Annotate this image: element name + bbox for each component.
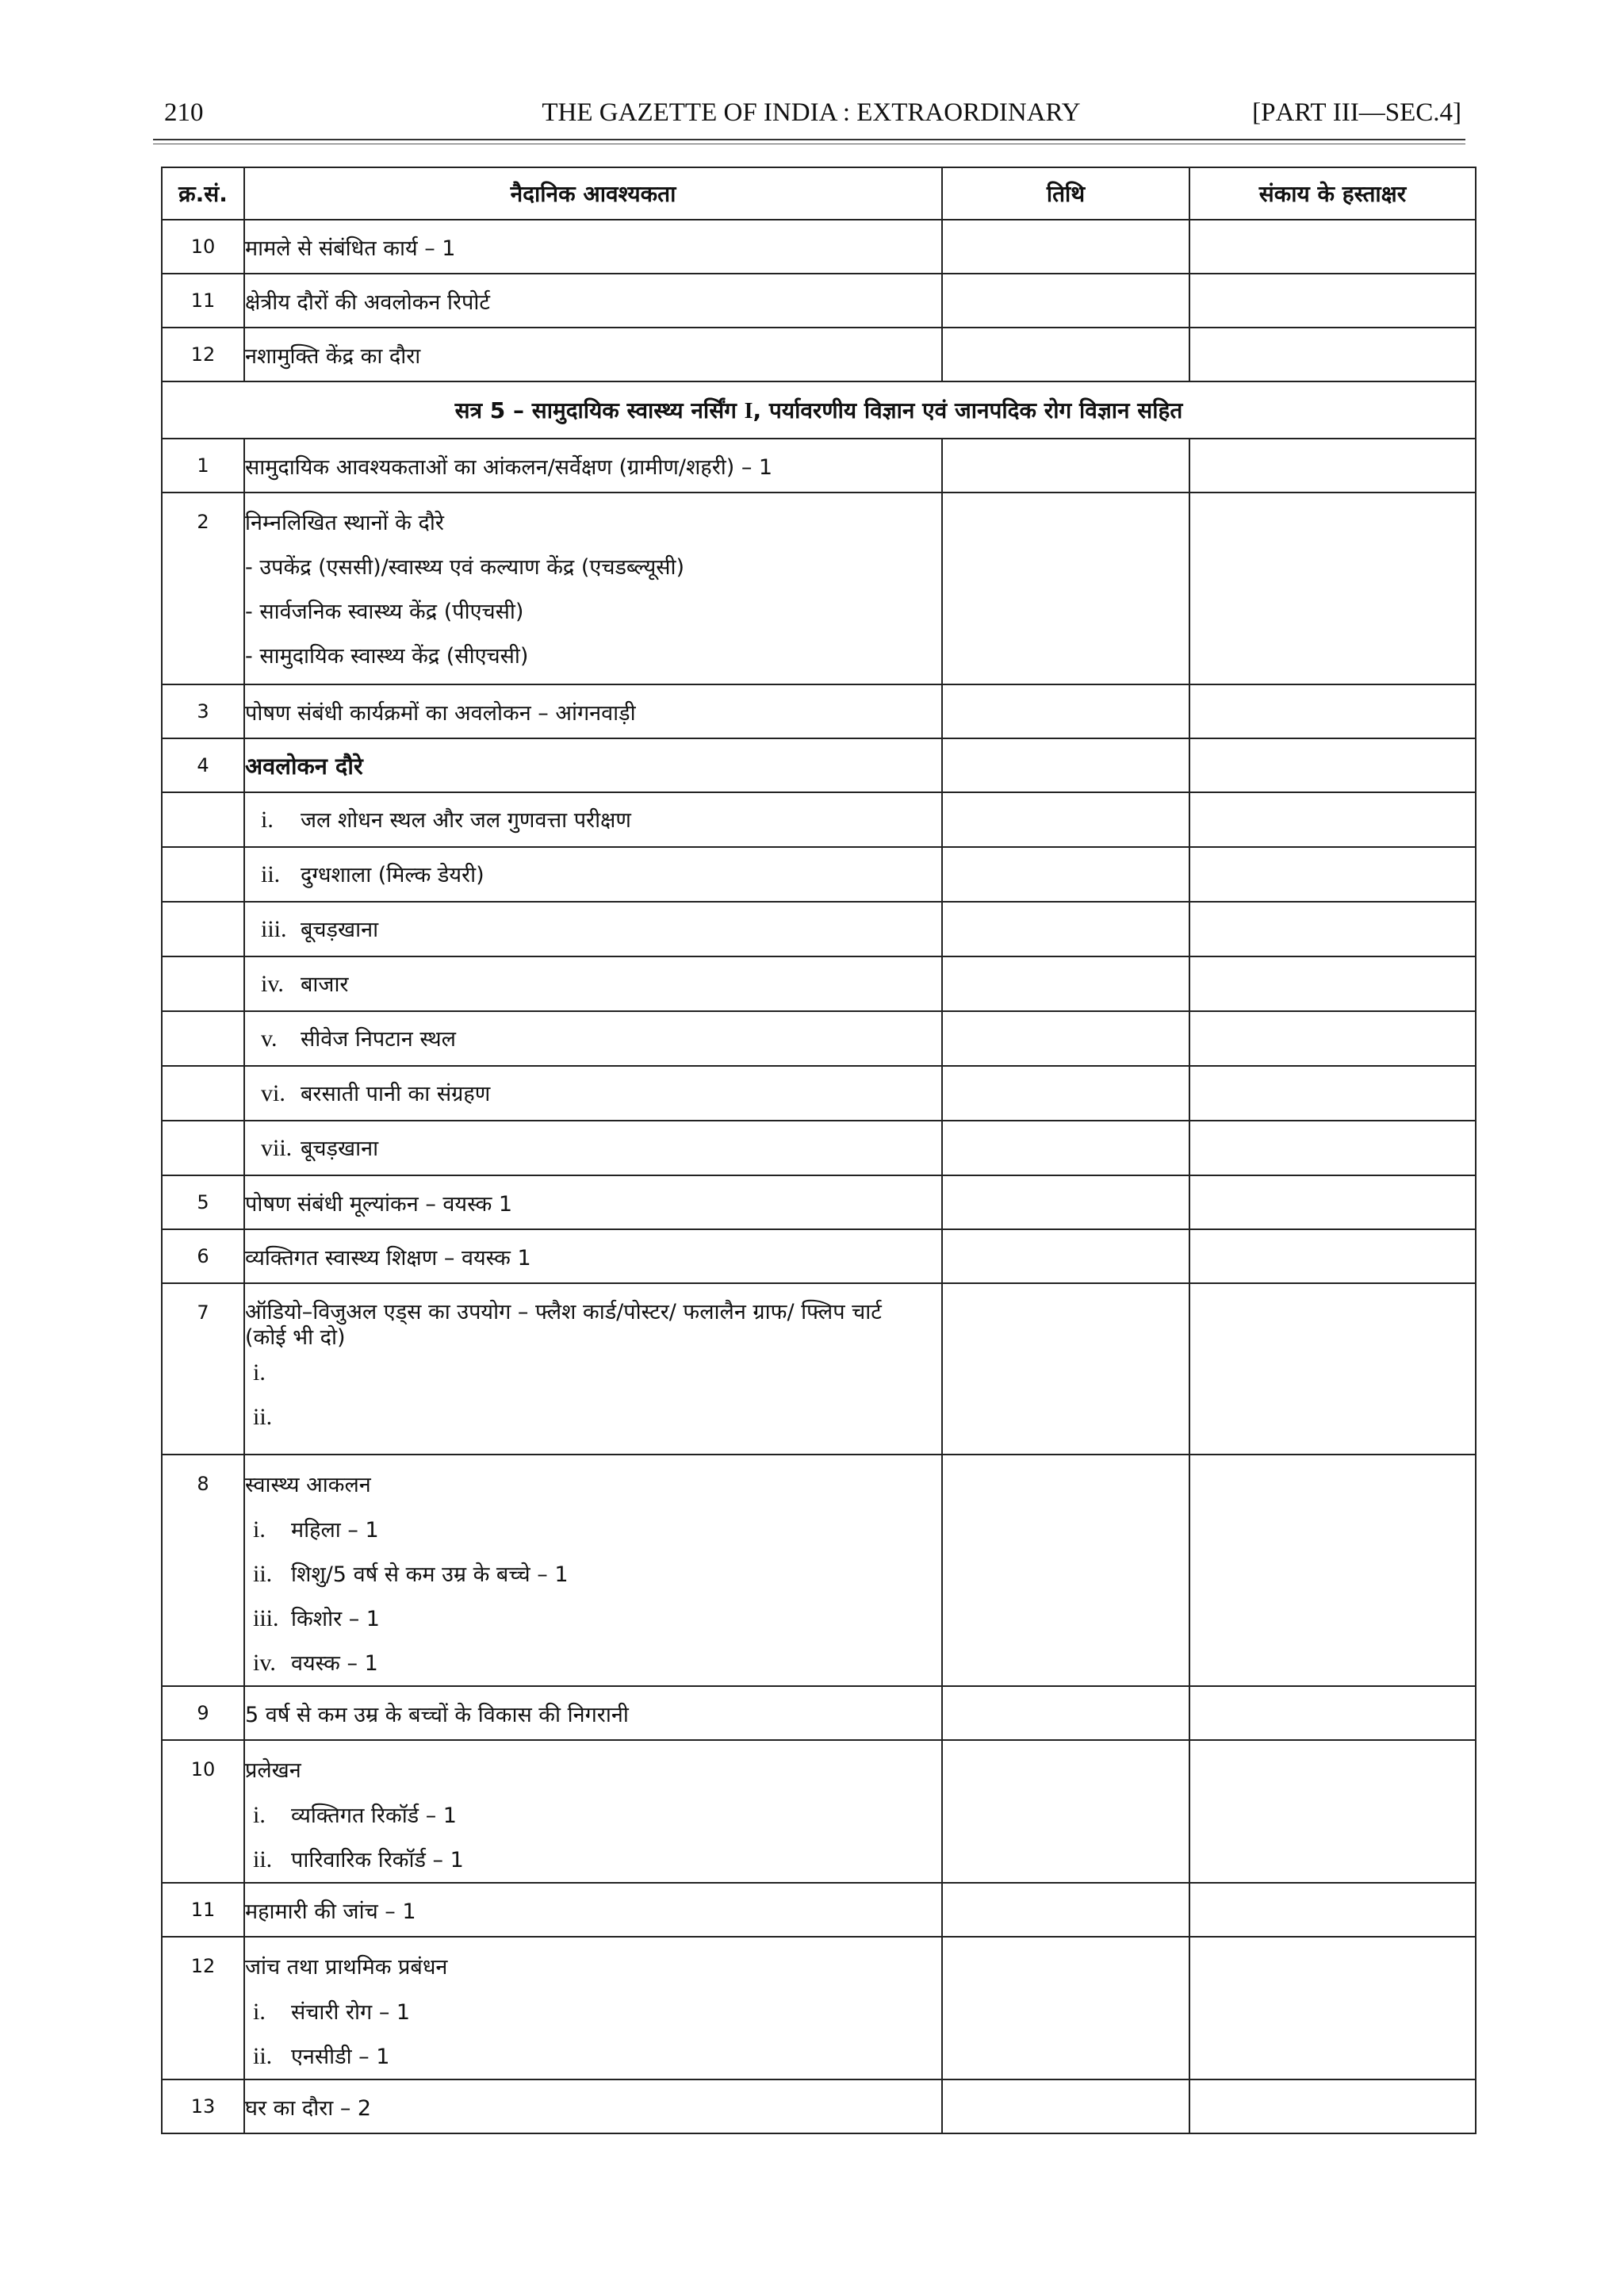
table-row: [162, 274, 1476, 328]
date-cell: [942, 1686, 1189, 1740]
date-cell: [942, 328, 1189, 381]
requirement-cell: [244, 1283, 942, 1455]
list-item: ii. एनसीडी – 1: [253, 2043, 390, 2069]
date-cell: [942, 902, 1189, 956]
requirement-cell: ii. दुग्धशाला (मिल्क डेयरी): [244, 847, 942, 902]
list-item: i. संचारी रोग – 1: [253, 1999, 411, 2025]
signature-cell: [1189, 1066, 1476, 1121]
serial-cell: 5: [162, 1175, 244, 1229]
table-row: [162, 1740, 1476, 1883]
serial-cell: [162, 1121, 244, 1175]
requirement-title: प्रलेखन: [245, 1758, 301, 1783]
serial-cell: 10: [162, 1740, 244, 1883]
header-requirement: नैदानिक आवश्यकता: [244, 167, 942, 220]
table-row: [162, 328, 1476, 381]
serial-cell: 8: [162, 1455, 244, 1686]
serial-cell: 13: [162, 2079, 244, 2133]
serial-cell: [162, 1066, 244, 1121]
signature-cell: [1189, 1937, 1476, 2079]
signature-cell: [1189, 1686, 1476, 1740]
signature-cell: [1189, 847, 1476, 902]
requirement-title: स्वास्थ्य आकलन: [245, 1473, 371, 1497]
signature-cell: [1189, 902, 1476, 956]
requirement-cell: i. जल शोधन स्थल और जल गुणवत्ता परीक्षण: [244, 792, 942, 847]
requirement-cell: व्यक्तिगत स्वास्थ्य शिक्षण – वयस्क 1: [244, 1229, 942, 1283]
serial-cell: [162, 792, 244, 847]
table-row: [162, 1686, 1476, 1740]
serial-cell: 4: [162, 738, 244, 792]
signature-cell: [1189, 1455, 1476, 1686]
list-item: - सामुदायिक स्वास्थ्य केंद्र (सीएचसी): [245, 644, 529, 669]
signature-cell: [1189, 1283, 1476, 1455]
table-row: [162, 902, 1476, 956]
table-row: [162, 1011, 1476, 1066]
list-item: - उपकेंद्र (एससी)/स्वास्थ्य एवं कल्याण केंद्र (एचडब्ल्यूसी): [245, 555, 685, 580]
signature-cell: [1189, 1883, 1476, 1937]
serial-cell: 6: [162, 1229, 244, 1283]
signature-cell: [1189, 1740, 1476, 1883]
serial-cell: 3: [162, 684, 244, 738]
date-cell: [942, 1066, 1189, 1121]
serial-cell: [162, 847, 244, 902]
serial-cell: 11: [162, 1883, 244, 1937]
table-row: [162, 1937, 1476, 2079]
table-row: [162, 738, 1476, 792]
list-item: iv. वयस्क – 1: [253, 1650, 378, 1676]
list-item: ii. पारिवारिक रिकॉर्ड – 1: [253, 1846, 464, 1872]
requirement-title: जांच तथा प्राथमिक प्रबंधन: [245, 1955, 448, 1980]
signature-cell: [1189, 439, 1476, 493]
requirement-cell: पोषण संबंधी कार्यक्रमों का अवलोकन – आंगनवाड़ी: [244, 684, 942, 738]
requirement-cell: [244, 493, 942, 684]
page-header: [161, 95, 1461, 143]
session-heading: सत्र 5 – सामुदायिक स्वास्थ्य नर्सिंग I, पर्यावरणीय विज्ञान एवं जानपदिक रोग विज्ञान सहित: [162, 381, 1476, 439]
header-serial: क्र.सं.: [162, 167, 244, 220]
serial-cell: [162, 902, 244, 956]
requirement-cell: घर का दौरा – 2: [244, 2079, 942, 2133]
date-cell: [942, 956, 1189, 1011]
date-cell: [942, 2079, 1189, 2133]
part-section-label: [PART III—SEC.4]: [1252, 98, 1461, 127]
signature-cell: [1189, 684, 1476, 738]
requirement-cell: महामारी की जांच – 1: [244, 1883, 942, 1937]
table-row: [162, 2079, 1476, 2133]
date-cell: [942, 1937, 1189, 2079]
list-item: i. महिला – 1: [253, 1516, 379, 1543]
serial-cell: 11: [162, 274, 244, 328]
table-row: [162, 220, 1476, 274]
signature-cell: [1189, 1229, 1476, 1283]
date-cell: [942, 274, 1189, 328]
requirement-cell: vi. बरसाती पानी का संग्रहण: [244, 1066, 942, 1121]
serial-cell: 12: [162, 328, 244, 381]
requirement-cell: पोषण संबंधी मूल्यांकन – वयस्क 1: [244, 1175, 942, 1229]
table-row: [162, 439, 1476, 493]
requirement-title: निम्नलिखित स्थानों के दौरे: [245, 511, 444, 535]
date-cell: [942, 792, 1189, 847]
list-item: i.: [253, 1359, 266, 1386]
signature-cell: [1189, 328, 1476, 381]
requirement-cell: [244, 1937, 942, 2079]
date-cell: [942, 738, 1189, 792]
list-item: ii. शिशु/5 वर्ष से कम उम्र के बच्चे – 1: [253, 1561, 569, 1587]
date-cell: [942, 439, 1189, 493]
table-row: [162, 684, 1476, 738]
requirement-cell: iv. बाजार: [244, 956, 942, 1011]
requirement-title: ऑडियो–विजुअल एड्स का उपयोग – फ्लैश कार्ड/पोस्टर/ फलालैन ग्राफ/ फ्लिप चार्ट (कोई भी दो): [245, 1300, 882, 1350]
serial-cell: 2: [162, 493, 244, 684]
date-cell: [942, 684, 1189, 738]
requirement-cell: v. सीवेज निपटान स्थल: [244, 1011, 942, 1066]
date-cell: [942, 1121, 1189, 1175]
clinical-requirements-table: [161, 167, 1477, 2134]
list-item: ii.: [253, 1404, 273, 1430]
signature-cell: [1189, 1121, 1476, 1175]
signature-cell: [1189, 1011, 1476, 1066]
requirement-cell: मामले से संबंधित कार्य – 1: [244, 220, 942, 274]
serial-cell: [162, 956, 244, 1011]
requirement-cell: vii. बूचड़खाना: [244, 1121, 942, 1175]
table-row: [162, 847, 1476, 902]
serial-cell: 10: [162, 220, 244, 274]
table-row: [162, 956, 1476, 1011]
header-signature: संकाय के हस्ताक्षर: [1189, 167, 1476, 220]
gazette-title: THE GAZETTE OF INDIA : EXTRAORDINARY: [542, 98, 1081, 127]
date-cell: [942, 1883, 1189, 1937]
table-row: [162, 1883, 1476, 1937]
date-cell: [942, 1175, 1189, 1229]
signature-cell: [1189, 956, 1476, 1011]
signature-cell: [1189, 274, 1476, 328]
signature-cell: [1189, 493, 1476, 684]
serial-cell: 12: [162, 1937, 244, 2079]
requirement-cell: iii. बूचड़खाना: [244, 902, 942, 956]
serial-cell: 7: [162, 1283, 244, 1455]
table-row: [162, 792, 1476, 847]
signature-cell: [1189, 1175, 1476, 1229]
table-row: [162, 1175, 1476, 1229]
date-cell: [942, 493, 1189, 684]
list-item: - सार्वजनिक स्वास्थ्य केंद्र (पीएचसी): [245, 600, 524, 624]
signature-cell: [1189, 220, 1476, 274]
requirement-cell: क्षेत्रीय दौरों की अवलोकन रिपोर्ट: [244, 274, 942, 328]
header-date: तिथि: [942, 167, 1189, 220]
page-number: 210: [164, 98, 204, 127]
table-row: [162, 1121, 1476, 1175]
list-item: i. व्यक्तिगत रिकॉर्ड – 1: [253, 1802, 457, 1828]
header-rule: [153, 139, 1465, 140]
requirement-cell: [244, 1455, 942, 1686]
requirement-cell: 5 वर्ष से कम उम्र के बच्चों के विकास की निगरानी: [244, 1686, 942, 1740]
table-row: [162, 1229, 1476, 1283]
date-cell: [942, 1229, 1189, 1283]
requirement-cell: नशामुक्ति केंद्र का दौरा: [244, 328, 942, 381]
serial-cell: 1: [162, 439, 244, 493]
signature-cell: [1189, 738, 1476, 792]
signature-cell: [1189, 2079, 1476, 2133]
date-cell: [942, 1740, 1189, 1883]
serial-cell: 9: [162, 1686, 244, 1740]
serial-cell: [162, 1011, 244, 1066]
requirement-cell: सामुदायिक आवश्यकताओं का आंकलन/सर्वेक्षण (ग्रामीण/शहरी) – 1: [244, 439, 942, 493]
requirement-cell: अवलोकन दौरे: [244, 738, 942, 792]
date-cell: [942, 1283, 1189, 1455]
date-cell: [942, 847, 1189, 902]
list-item: iii. किशोर – 1: [253, 1605, 380, 1631]
table-row: [162, 493, 1476, 684]
table-row: [162, 1283, 1476, 1455]
date-cell: [942, 220, 1189, 274]
table-row: [162, 1066, 1476, 1121]
requirement-cell: [244, 1740, 942, 1883]
table-header-row: [162, 167, 1476, 220]
date-cell: [942, 1455, 1189, 1686]
signature-cell: [1189, 792, 1476, 847]
date-cell: [942, 1011, 1189, 1066]
session-heading-row: [162, 381, 1476, 439]
table-row: [162, 1455, 1476, 1686]
